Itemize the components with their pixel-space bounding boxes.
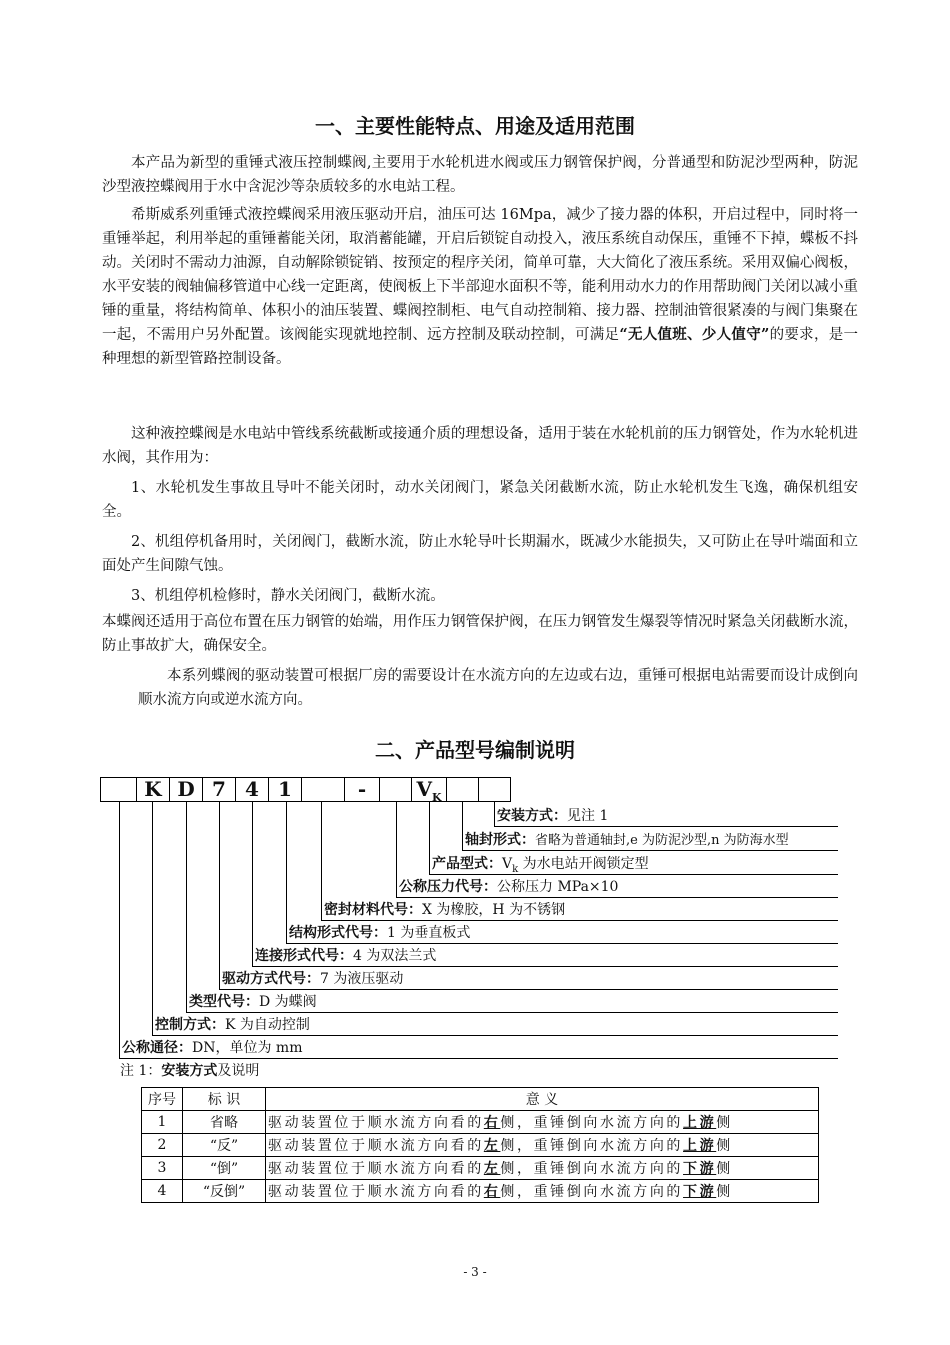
header-mark: 标 识 — [183, 1088, 266, 1111]
code-box-4: 4 — [235, 777, 269, 802]
leader-line — [186, 802, 187, 1012]
row-meaning: 驱动装置位于顺水流方向看的左侧，重锤倒向水流方向的下游侧 — [266, 1157, 819, 1180]
table-row — [142, 1157, 819, 1180]
label-underline — [396, 897, 838, 898]
install-method-table — [141, 1087, 819, 1203]
label-underline — [286, 943, 838, 944]
row-meaning: 驱动装置位于顺水流方向看的右侧，重锤倒向水流方向的上游侧 — [266, 1111, 819, 1134]
label-control-method: 控制方式：K 为自动控制 — [155, 1017, 310, 1033]
code-box-7: 7 — [202, 777, 236, 802]
leader-line — [252, 802, 253, 966]
leader-line — [429, 802, 430, 874]
row-mark: “反” — [183, 1134, 266, 1157]
paragraph-1: 本产品为新型的重锤式液压控制蝶阀,主要用于水轮机进水阀或压力钢管保护阀，分普通型和防泥沙型两种，防泥沙型液控蝶阀用于水中含泥沙等杂质较多的水电站工程。 — [102, 155, 858, 195]
table-header-row — [142, 1088, 819, 1111]
row-mark: “反倒” — [183, 1180, 266, 1203]
row-no: 4 — [142, 1180, 183, 1203]
label-structure-form: 结构形式代号：1 为垂直板式 — [289, 925, 471, 941]
leader-line — [396, 802, 397, 897]
label-product-type: 产品型式：$V_k$ 为水电站开阀锁定型 — [432, 856, 649, 875]
table-row — [142, 1111, 819, 1134]
row-mark: “倒” — [183, 1157, 266, 1180]
label-connection-form: 连接形式代号：4 为双法兰式 — [255, 948, 437, 964]
paragraph-7: 本蝶阀还适用于高位布置在压力钢管的始端，用作压力钢管保护阀，在压力钢管发生爆裂等情况时紧急关闭截断水流，防止事故扩大，确保安全。 — [102, 614, 858, 654]
code-box-blank-4 — [446, 777, 479, 802]
row-meaning: 驱动装置位于顺水流方向看的右侧，重锤倒向水流方向的下游侧 — [266, 1180, 819, 1203]
page-number: - 3 - — [463, 1265, 487, 1279]
header-no: 序号 — [142, 1088, 183, 1111]
row-no: 2 — [142, 1134, 183, 1157]
note-1: 注 1：安装方式及说明 — [120, 1063, 260, 1079]
leader-line — [219, 802, 220, 989]
section2-title: 二、产品型号编制说明 — [375, 738, 575, 762]
paragraph-4: 1、水轮机发生事故且导叶不能关闭时，动水关闭阀门，紧急关闭截断水流，防止水轮机发生飞逸，确保机组安全。 — [102, 480, 858, 520]
paragraph-2: 希斯威系列重锤式液控蝶阀采用液压驱动开启，油压可达 16Mpa，减少了接力器的体积，开启过程中，同时将一重锤举起，利用举起的重锤蓄能关闭，取消蓄能罐，开启后锁锭自动投入，液压系统自动保压，重锤不下掉，蝶板不抖动。关闭时不需动力油源，自动解除锁锭销、按预定的程序关闭，简单可靠，大大简化了液压系统。采用双偏心阀板，水平安装的阀轴偏移管道中心线一定距离，使阀板上下半部迎水面积不等，能利用动水力的作用帮助阀门关闭以减小重锤的重量，将结构简单、体积小的油压装置、蝶阀控制柜、电气自动控制箱、接力器、控制油管很紧凑的与阀门集聚在一起，不需用户另外配置。该阀能实现就地控制、远方控制及联动控制，可满足“无人值班、少人值守”的要求，是一种理想的新型管路控制设备。 — [102, 207, 859, 367]
label-nominal-pressure: 公称压力代号：公称压力 MPa×10 — [399, 879, 619, 895]
leader-line — [321, 802, 322, 920]
row-no: 1 — [142, 1111, 183, 1134]
row-meaning: 驱动装置位于顺水流方向看的左侧，重锤倒向水流方向的上游侧 — [266, 1134, 819, 1157]
leader-line — [152, 802, 153, 1035]
label-underline — [152, 1035, 838, 1036]
section1-title: 一、主要性能特点、用途及适用范围 — [315, 114, 635, 138]
leader-line — [462, 802, 463, 850]
label-underline — [219, 989, 838, 990]
label-underline — [119, 1058, 838, 1059]
table-row — [142, 1134, 819, 1157]
leader-line — [494, 802, 495, 826]
label-drive-method: 驱动方式代号：7 为液压驱动 — [222, 971, 404, 987]
label-seal-material: 密封材料代号：X 为橡胶，H 为不锈钢 — [324, 902, 566, 918]
label-install-method: 安装方式：见注 1 — [497, 808, 609, 824]
code-box-blank — [100, 777, 137, 802]
header-meaning: 意 义 — [266, 1088, 819, 1111]
code-box-1: 1 — [268, 777, 302, 802]
code-box-d: D — [169, 777, 203, 802]
paragraph-6: 3、机组停机检修时，静水关闭阀门，截断水流。 — [131, 588, 445, 604]
label-underline — [321, 920, 838, 921]
row-mark: 省略 — [183, 1111, 266, 1134]
code-box-blank-3 — [379, 777, 412, 802]
leader-line — [119, 802, 120, 1058]
code-box-vk: $V_K$ — [411, 777, 447, 802]
paragraph-8: 本系列蝶阀的驱动装置可根据厂房的需要设计在水流方向的左边或右边，重锤可根据电站需要而设计成倒向顺水流方向或逆水流方向。 — [138, 668, 858, 708]
label-underline — [252, 966, 838, 967]
label-shaft-seal: 轴封形式：省略为普通轴封,e 为防泥沙型,n 为防海水型 — [465, 832, 789, 848]
label-underline — [462, 850, 838, 851]
paragraph-3: 这种液控蝶阀是水电站中管线系统截断或接通介质的理想设备，适用于装在水轮机前的压力钢管处，作为水轮机进水阀，其作用为： — [102, 426, 858, 466]
label-underline — [186, 1012, 838, 1013]
table-row — [142, 1180, 819, 1203]
paragraph-5: 2、机组停机备用时，关闭阀门，截断水流，防止水轮导叶长期漏水，既减少水能损失，又可防止在导叶端面和立面处产生间隙气蚀。 — [102, 534, 858, 574]
leader-line — [286, 802, 287, 943]
row-no: 3 — [142, 1157, 183, 1180]
code-box-k: K — [136, 777, 170, 802]
code-box-blank-2 — [301, 777, 345, 802]
code-box-dash: - — [344, 777, 380, 802]
label-nominal-diameter: 公称通径：DN，单位为 mm — [122, 1040, 303, 1056]
code-box-blank-5 — [478, 777, 511, 802]
label-type-code: 类型代号：D 为蝶阀 — [189, 994, 317, 1010]
label-underline — [494, 826, 838, 827]
